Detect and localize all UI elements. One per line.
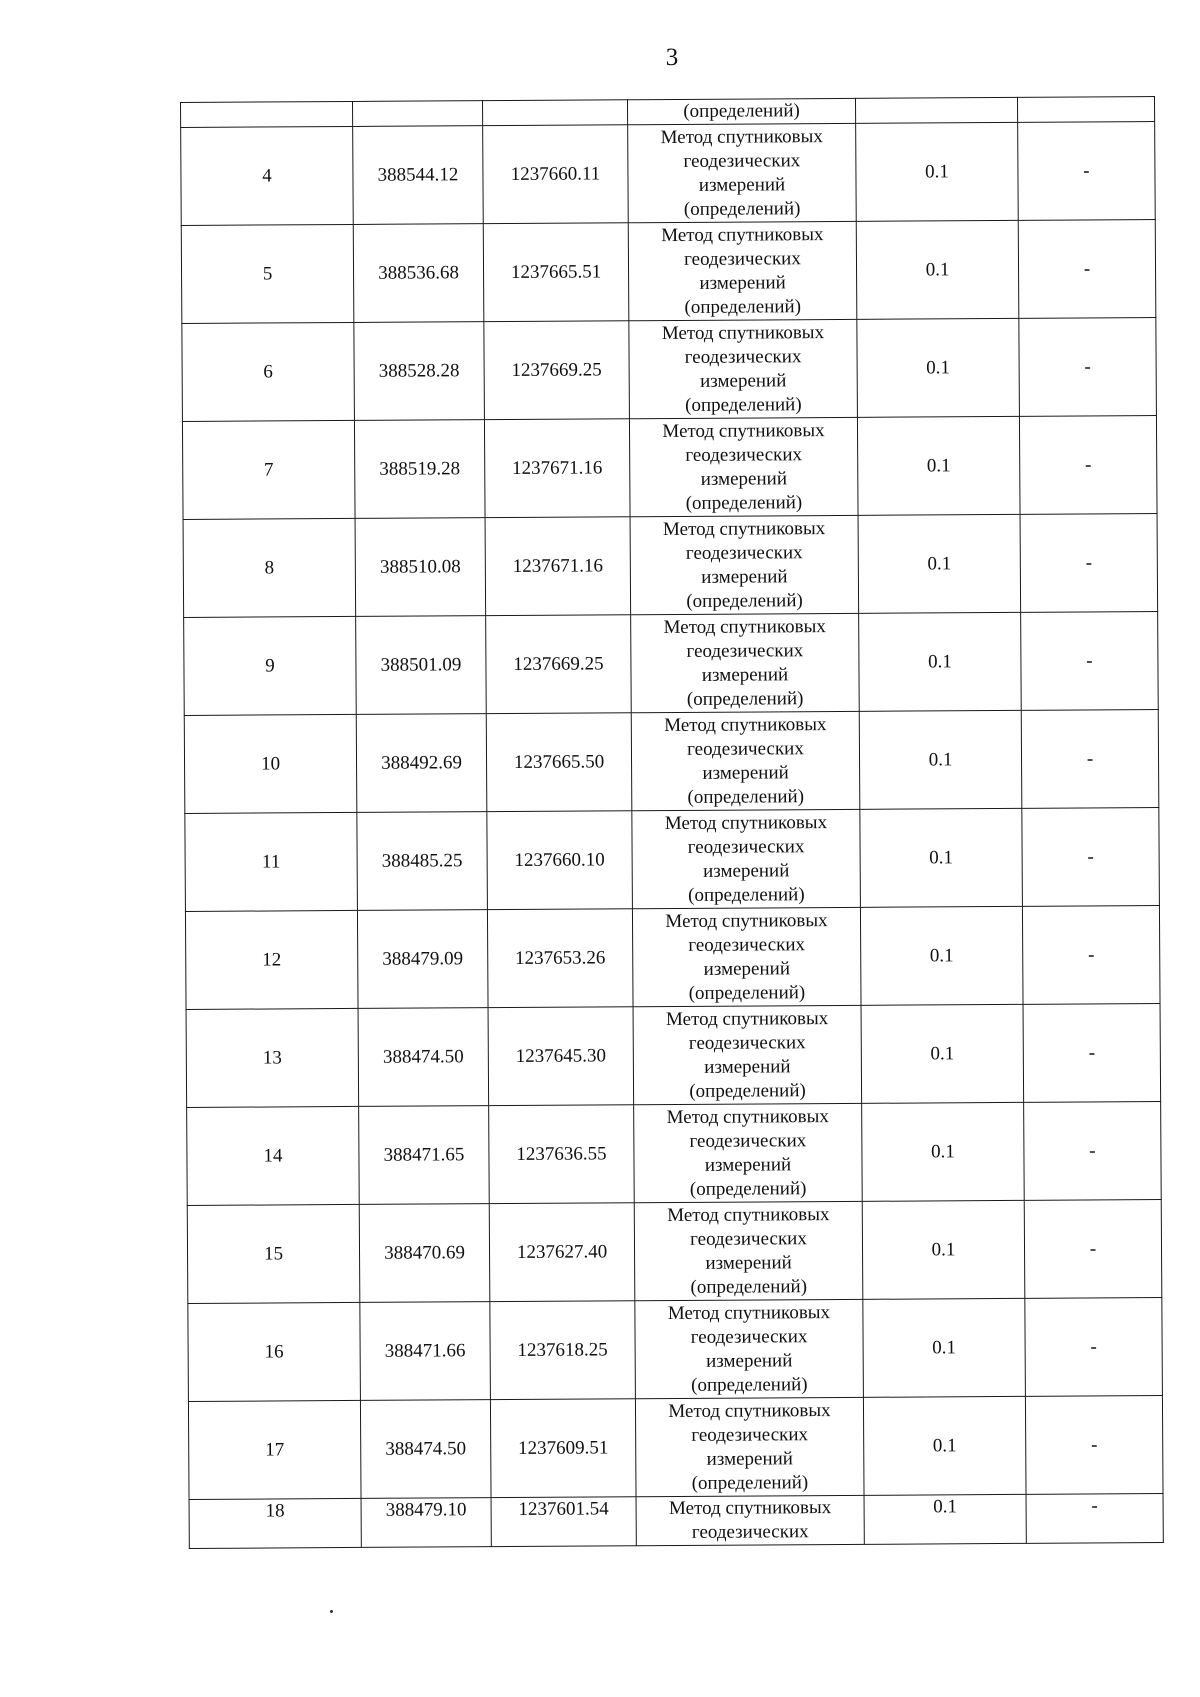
table-cell-y: 1237609.51	[490, 1399, 636, 1498]
table-row	[184, 612, 1159, 716]
table-row	[187, 1200, 1162, 1304]
table-cell-note: -	[1021, 612, 1159, 711]
table-cell-method: Метод спутниковых геодезических измерений (определений)	[631, 613, 860, 712]
table-cell-point-number: 17	[188, 1400, 361, 1499]
table-cell-note: -	[1019, 416, 1157, 515]
table-cell-accuracy: 0.1	[862, 1200, 1025, 1299]
table-cell-y: 1237601.54	[491, 1497, 636, 1547]
table-cell-y: 1237627.40	[489, 1203, 635, 1302]
table-cell-y	[482, 100, 627, 126]
table-cell-point-number: 16	[188, 1302, 361, 1401]
table-row	[188, 1396, 1163, 1500]
table-row	[183, 514, 1158, 618]
table-cell-note: -	[1020, 514, 1158, 613]
table-cell-y: 1237669.25	[484, 321, 630, 420]
table-cell-accuracy	[855, 97, 1017, 123]
coordinates-table-body	[181, 97, 1164, 1549]
table-cell-point-number: 8	[183, 518, 356, 617]
table-cell-note: -	[1022, 808, 1160, 907]
table-cell-note: -	[1025, 1396, 1163, 1495]
table-row	[181, 122, 1156, 226]
table-cell-y: 1237653.26	[487, 909, 633, 1008]
table-cell-method: Метод спутниковых геодезических измерений (определений)	[630, 515, 859, 614]
table-cell-point-number: 9	[184, 616, 357, 715]
scan-speck	[330, 1610, 333, 1613]
table-cell-accuracy: 0.1	[857, 416, 1020, 515]
table-cell-y: 1237671.16	[485, 517, 631, 616]
table-cell-x: 388501.09	[356, 616, 487, 715]
table-row	[182, 416, 1157, 520]
table-cell-accuracy: 0.1	[861, 1004, 1024, 1103]
table-cell-accuracy: 0.1	[856, 122, 1019, 221]
table-cell-method: Метод спутниковых геодезических измерений (определений)	[631, 711, 860, 810]
table-cell-x: 388528.28	[354, 322, 485, 421]
table-cell-accuracy: 0.1	[857, 318, 1020, 417]
table-cell-point-number: 11	[185, 812, 358, 911]
table-cell-method: Метод спутниковых геодезических измерений (определений)	[628, 123, 857, 222]
table-cell-y: 1237669.25	[486, 615, 632, 714]
table-cell-y: 1237636.55	[489, 1105, 635, 1204]
table-row	[185, 906, 1160, 1010]
table-row	[188, 1298, 1163, 1402]
table-cell-point-number: 15	[187, 1204, 360, 1303]
table-cell-method: Метод спутниковых геодезических измерений (определений)	[628, 221, 857, 320]
table-cell-point-number: 12	[185, 910, 358, 1009]
table-cell-point-number: 5	[181, 224, 354, 323]
table-cell-y: 1237618.25	[490, 1301, 636, 1400]
table-row	[187, 1102, 1162, 1206]
table-cell-point-number: 10	[184, 714, 357, 813]
table-cell-note	[1017, 97, 1154, 123]
table-cell-x: 388470.69	[359, 1204, 490, 1303]
table-row	[181, 220, 1156, 324]
table-cell-y: 1237660.10	[487, 811, 633, 910]
table-cell-accuracy: 0.1	[856, 220, 1019, 319]
table-cell-x	[352, 101, 482, 127]
table-cell-x: 388536.68	[353, 224, 484, 323]
table-cell-note: -	[1019, 318, 1157, 417]
table-cell-method: Метод спутниковых геодезических измерений (определений)	[634, 1201, 863, 1300]
table-cell-point-number: 18	[189, 1498, 361, 1548]
table-cell-x: 388474.50	[360, 1400, 491, 1499]
table-cell-x: 388492.69	[356, 714, 487, 813]
table-cell-method: Метод спутниковых геодезических измерений (определений)	[633, 1005, 862, 1104]
table-cell-method: Метод спутниковых геодезических измерений (определений)	[629, 319, 858, 418]
table-cell-x: 388479.10	[361, 1498, 491, 1548]
table-cell-note: -	[1026, 1494, 1163, 1544]
table-cell-x: 388544.12	[353, 126, 484, 225]
table-cell-note: -	[1018, 220, 1156, 319]
table-cell-method: Метод спутниковых геодезических измерений (определений)	[632, 809, 861, 908]
table-row	[189, 1494, 1163, 1549]
table-cell-accuracy: 0.1	[860, 808, 1023, 907]
table-row	[185, 808, 1160, 912]
table-cell-method: Метод спутниковых геодезических измерений (определений)	[635, 1397, 864, 1496]
table-cell-x: 388479.09	[357, 910, 488, 1009]
table-cell-accuracy: 0.1	[863, 1396, 1026, 1495]
table-cell-y: 1237665.51	[483, 223, 629, 322]
table-row	[182, 318, 1157, 422]
table-cell-point-number: 6	[182, 322, 355, 421]
table-cell-y: 1237671.16	[484, 419, 630, 518]
table-cell-accuracy: 0.1	[862, 1102, 1025, 1201]
table-cell-point-number: 13	[186, 1008, 359, 1107]
table-cell-y: 1237665.50	[486, 713, 632, 812]
table-cell-accuracy: 0.1	[858, 514, 1021, 613]
table-cell-accuracy: 0.1	[859, 710, 1022, 809]
table-cell-point-number	[181, 101, 353, 127]
table-cell-note: -	[1021, 710, 1159, 809]
coordinates-table	[180, 96, 1164, 1549]
table-cell-method: Метод спутниковых геодезических измерений (определений)	[635, 1299, 864, 1398]
table-cell-y: 1237645.30	[488, 1007, 634, 1106]
table-cell-x: 388471.66	[360, 1302, 491, 1401]
table-cell-x: 388474.50	[358, 1008, 489, 1107]
table-cell-x: 388485.25	[357, 812, 488, 911]
table-cell-accuracy: 0.1	[860, 906, 1023, 1005]
table-cell-note: -	[1024, 1200, 1162, 1299]
table-cell-x: 388510.08	[355, 518, 486, 617]
table-cell-note: -	[1025, 1298, 1163, 1397]
table-cell-method: (определений)	[627, 98, 855, 124]
table-cell-method: Метод спутниковых геодезических	[636, 1495, 864, 1545]
table-cell-point-number: 14	[187, 1106, 360, 1205]
table-cell-accuracy: 0.1	[864, 1494, 1026, 1544]
table-cell-x: 388471.65	[359, 1106, 490, 1205]
table-row	[186, 1004, 1161, 1108]
table-cell-note: -	[1024, 1102, 1162, 1201]
table-cell-point-number: 7	[182, 420, 355, 519]
table-cell-method: Метод спутниковых геодезических измерений (определений)	[634, 1103, 863, 1202]
table-cell-point-number: 4	[181, 126, 354, 225]
table-cell-method: Метод спутниковых геодезических измерений (определений)	[629, 417, 858, 516]
table-cell-accuracy: 0.1	[863, 1298, 1026, 1397]
table-cell-method: Метод спутниковых геодезических измерений (определений)	[632, 907, 861, 1006]
table-row	[184, 710, 1159, 814]
table-cell-note: -	[1018, 122, 1156, 221]
page-number: 3	[665, 44, 679, 71]
table-cell-note: -	[1023, 1004, 1161, 1103]
table-cell-accuracy: 0.1	[859, 612, 1022, 711]
table-cell-y: 1237660.11	[483, 125, 629, 224]
table-cell-note: -	[1022, 906, 1160, 1005]
table-cell-x: 388519.28	[354, 420, 485, 519]
